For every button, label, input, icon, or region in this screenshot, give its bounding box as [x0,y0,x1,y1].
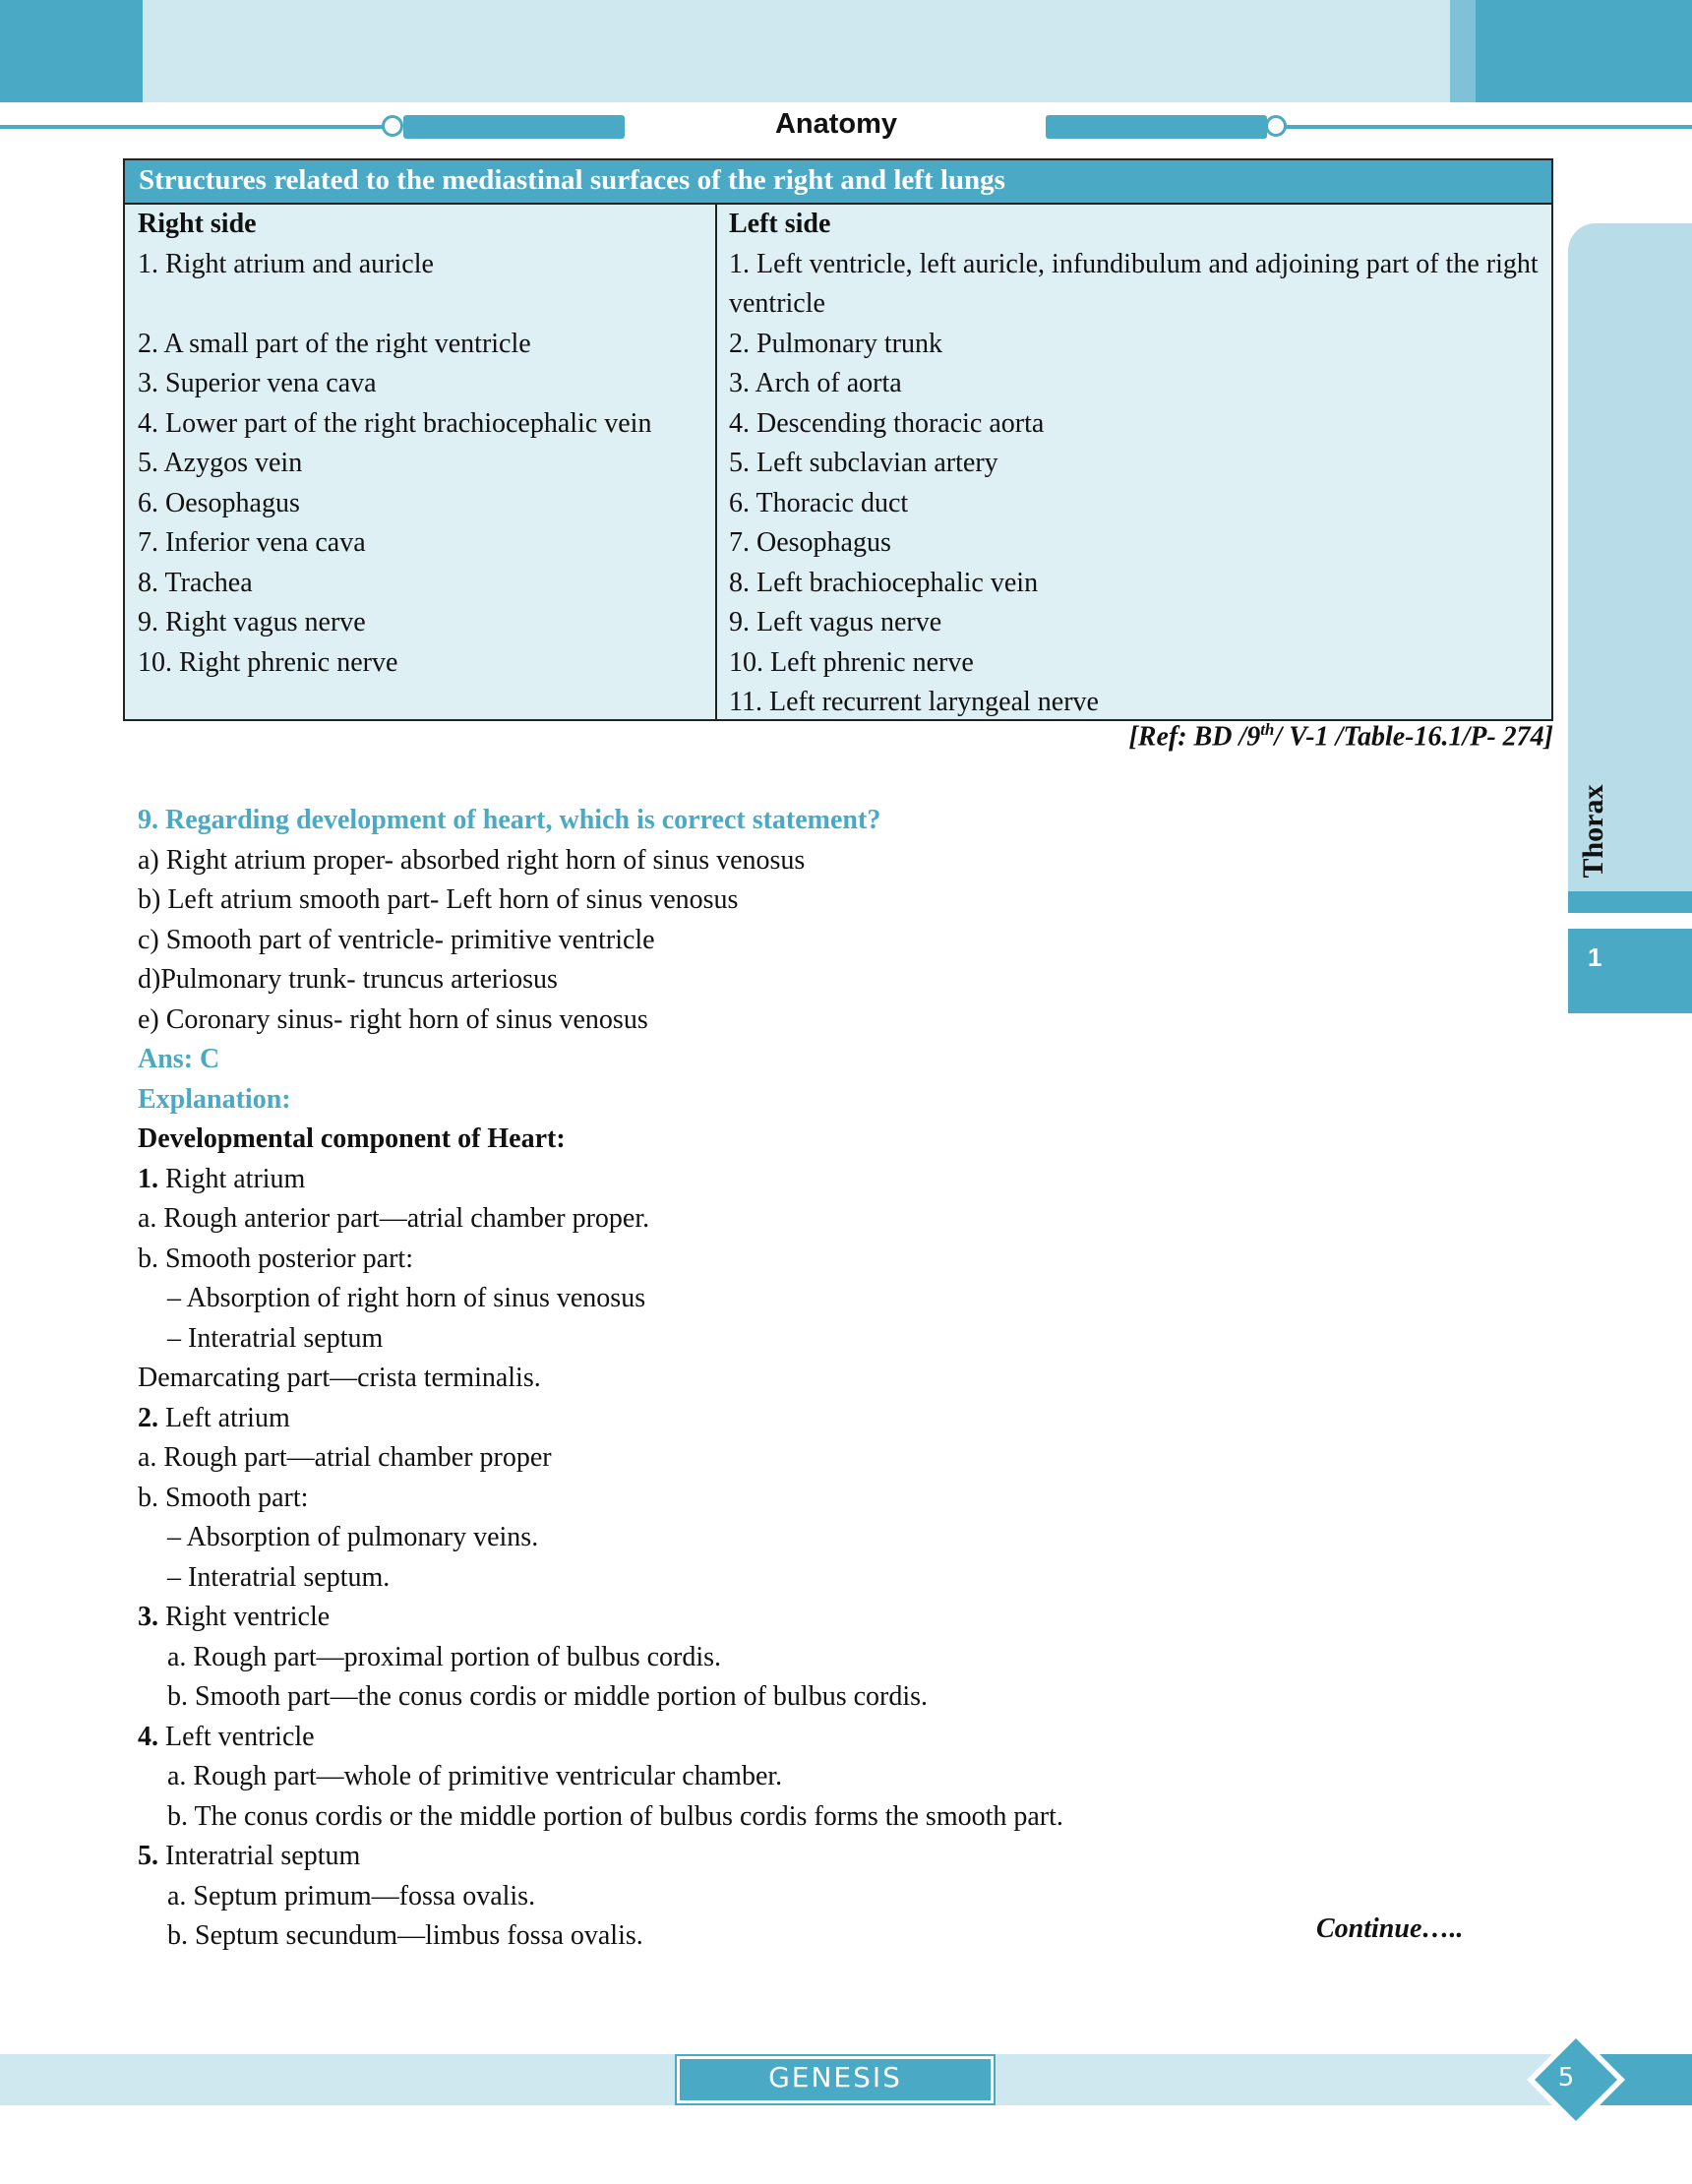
right-side-item: 6. Oesophagus [138,487,300,518]
right-side-item: 8. Trachea [138,567,253,598]
header-rule-left [0,125,386,129]
question-stem: 9. Regarding development of heart, which is correct statement? [138,805,881,835]
left-side-item: 9. Left vagus nerve [729,607,942,637]
list-subitem: – Interatrial septum [167,1322,384,1354]
right-side-item: 5. Azygos vein [138,448,303,478]
right-side-column [138,205,708,683]
mediastinal-structures-table [123,158,1553,721]
list-item: b. Smooth part: [138,1482,309,1513]
header-pill-right [1046,115,1267,139]
reference-superscript: th [1260,720,1275,739]
section-left-ventricle [138,1718,1515,1758]
right-side-item: 1. Right atrium and auricle [138,248,434,279]
section-label: Thorax [1577,784,1609,879]
left-side-column [729,205,1545,723]
header-ring-left [382,115,403,137]
section-number: 1. [138,1163,158,1194]
side-tab-stripe [1568,891,1692,913]
right-side-item: 4. Lower part of the right brachiocephalic vein [138,407,652,439]
list-item: b. Smooth part—the conus cordis or middle portion of bulbus cordis. [167,1681,929,1712]
option-d: d)Pulmonary trunk- truncus arteriosus [138,964,558,995]
list-subitem: – Absorption of right horn of sinus venosus [167,1283,646,1313]
header-rule-right [1285,125,1692,129]
left-side-item: 11. Left recurrent laryngeal nerve [729,687,1099,717]
header-pill-left [403,115,625,139]
list-item: b. The conus cordis or the middle portion of bulbus cordis forms the smooth part. [167,1800,1063,1832]
section-number: 2. [138,1402,158,1433]
list-item: a. Rough part—whole of primitive ventricular chamber. [167,1761,783,1791]
right-side-item: 7. Inferior vena cava [138,527,366,558]
list-item: a. Rough anterior part—atrial chamber proper. [138,1203,650,1234]
section-label-wrap [1574,767,1613,895]
table-title: Structures related to the mediastinal surfaces of the right and left lungs [125,160,1551,205]
left-side-item: 3. Arch of aorta [729,368,902,398]
option-e: e) Coronary sinus- right horn of sinus venosus [138,1003,648,1035]
header-ring-right [1265,115,1287,137]
continue-note: Continue….. [1316,1913,1464,1944]
explanation-heading: Developmental component of Heart: [138,1123,566,1154]
right-side-item: 10. Right phrenic nerve [138,646,398,678]
section-title: Left ventricle [165,1721,315,1752]
list-item: a. Rough part—proximal portion of bulbus cordis. [167,1641,722,1672]
right-side-item: 3. Superior vena cava [138,368,377,398]
left-side-item: 7. Oesophagus [729,527,891,558]
left-side-heading: Left side [729,209,831,239]
list-item: a. Septum primum—fossa ovalis. [167,1880,536,1911]
section-number: 3. [138,1602,158,1632]
left-side-item: 5. Left subclavian artery [729,448,998,478]
table-reference [1128,720,1553,753]
list-item: b. Smooth posterior part: [138,1243,413,1274]
brand-label: GENESIS [768,2061,902,2093]
option-c: c) Smooth part of ventricle- primitive ventricle [138,924,655,955]
section-title: Left atrium [165,1402,290,1433]
subject-title: Anatomy [774,108,898,140]
list-item: a. Rough part—atrial chamber proper [138,1442,552,1473]
right-side-item: 2. A small part of the right ventricle [138,328,531,359]
section-left-atrium [138,1399,1515,1439]
left-side-item: 6. Thoracic duct [729,487,909,518]
header-right-block [1476,0,1692,102]
section-title: Right atrium [165,1163,306,1194]
reference-suffix: / V-1 /Table-16.1/P- 274] [1274,721,1553,753]
page-number: 5 [1557,2063,1575,2093]
left-side-item: 8. Left brachiocephalic vein [729,567,1039,598]
section-number: 4. [138,1721,158,1752]
section-right-atrium [138,1160,1515,1200]
section-title: Interatrial septum [165,1841,361,1871]
option-a: a) Right atrium proper- absorbed right horn of sinus venosus [138,844,806,876]
left-side-item: 4. Descending thoracic aorta [729,407,1045,439]
list-item: b. Septum secundum—limbus fossa ovalis. [167,1920,643,1951]
header-left-block [0,0,143,102]
question-content [138,801,1515,1957]
header-accent-strip [1450,0,1476,102]
section-title: Right ventricle [165,1602,331,1632]
explanation-label: Explanation: [138,1083,291,1115]
header-band [143,0,1451,102]
list-item: Demarcating part—crista terminalis. [138,1363,541,1393]
chapter-block [1568,929,1692,1013]
left-side-item: 1. Left ventricle, left auricle, infundibulum and adjoining part of the right ventricle [729,248,1539,319]
right-side-heading: Right side [138,209,257,239]
list-subitem: – Absorption of pulmonary veins. [167,1522,539,1552]
option-b: b) Left atrium smooth part- Left horn of sinus venosus [138,884,739,915]
list-subitem: – Interatrial septum. [167,1561,391,1593]
section-number: 5. [138,1841,158,1871]
section-interatrial-septum [138,1837,1515,1877]
section-right-ventricle [138,1598,1515,1638]
left-side-item: 2. Pulmonary trunk [729,328,942,359]
left-side-item: 10. Left phrenic nerve [729,646,974,678]
table-column-divider [715,205,717,721]
answer: Ans: C [138,1044,220,1074]
right-side-item: 9. Right vagus nerve [138,607,366,637]
reference-prefix: [Ref: BD /9 [1128,721,1261,753]
right-side-spacer [138,284,708,325]
chapter-number: 1 [1588,942,1602,972]
table-body [125,205,1551,721]
